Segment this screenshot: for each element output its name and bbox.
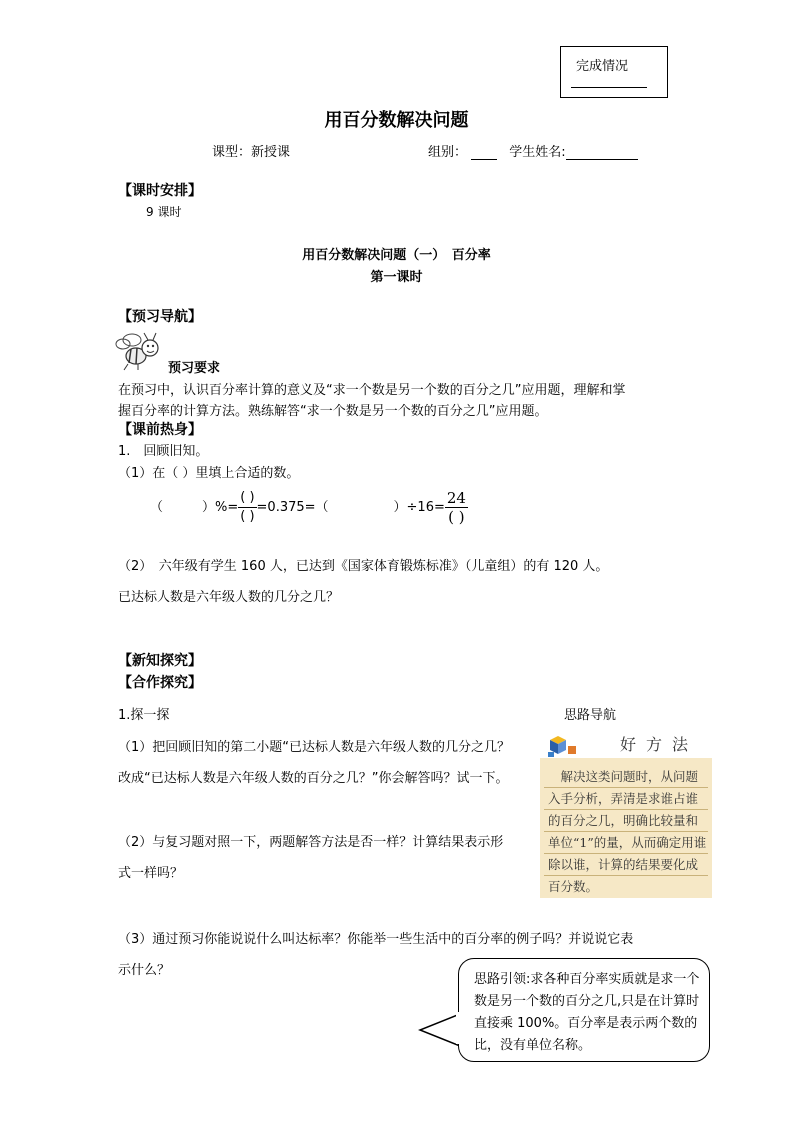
warmup-heading: 【课前热身】	[118, 422, 202, 438]
preview-req-line-2: 握百分率的计算方法。熟练解答“求一个数是另一个数的百分之几”应用题。	[118, 404, 548, 419]
warmup-item-1: 1. 回顾旧知。	[118, 444, 209, 459]
hint-bubble-text: 思路引领:求各种百分率实质就是求一个数是另一个数的百分之几,只是在计算时直接乘 100%。百分率是表示两个数的比，没有单位名称。	[474, 972, 700, 1053]
lesson-subtitle: 第一课时	[370, 270, 423, 285]
group-label: 组别：	[428, 145, 468, 160]
question-3-line-2: 示什么？	[118, 963, 171, 978]
page-title: 用百分数解决问题	[324, 110, 469, 131]
hint-bubble	[458, 958, 710, 1062]
completion-label: 完成情况	[576, 59, 629, 74]
schedule-heading: 【课时安排】	[118, 183, 202, 199]
schedule-value: 9 课时	[146, 205, 182, 219]
question-1-line-2: 改成“已达标人数是六年级人数的百分之几？”你会解答吗？试一下。	[118, 771, 509, 786]
completion-blank[interactable]	[571, 87, 647, 88]
group-blank[interactable]	[471, 159, 497, 160]
explore-item-title: 1.探一探	[118, 708, 170, 723]
method-card-header	[540, 730, 712, 758]
bubble-tail-join	[456, 1012, 461, 1044]
warmup-item-1-2b: 已达标人数是六年级人数的几分之几？	[118, 590, 340, 605]
question-1-line-1: （1）把回顾旧知的第二小题“已达标人数是六年级人数的几分之几？	[118, 740, 511, 755]
fraction-1-denominator: ( )	[240, 509, 255, 524]
question-2-line-1: （2）与复习题对照一下，两题解答方法是否一样？计算结果表示形	[118, 835, 504, 850]
completion-box	[560, 46, 668, 98]
method-card-title: 好方法	[620, 735, 699, 754]
bee-icon	[114, 330, 164, 372]
equation-open: （ ）%=	[150, 500, 239, 515]
question-2-line-2: 式一样吗？	[118, 866, 184, 881]
preview-heading: 【预习导航】	[118, 309, 202, 325]
student-label: 学生姓名:	[509, 145, 566, 160]
preview-req-line-1: 在预习中，认识百分率计算的意义及“求一个数是另一个数的百分之几”应用题，理解和掌	[118, 383, 626, 398]
cooperate-heading: 【合作探究】	[118, 675, 202, 691]
cube-icon	[546, 732, 580, 758]
equation-fraction-1	[238, 489, 256, 526]
fraction-1-numerator: ( )	[238, 489, 256, 508]
preview-req-title: 预习要求	[168, 361, 221, 376]
fraction-2-numerator: 24	[446, 489, 466, 507]
course-type: 课型：新授课	[212, 145, 291, 160]
warmup-item-1-2: （2） 六年级有学生 160 人，已达到《国家体育锻炼标准》（儿童组）的有 120 人。	[118, 559, 609, 574]
fraction-2-denominator: ( )	[448, 508, 465, 526]
sidebar-heading: 思路导航	[564, 708, 617, 723]
method-card-text: 解决这类问题时，从问题入手分析，弄清是求谁占谁的百分之几，明确比较量和单位“1”的量，从而确定用谁除以谁，计算的结果要化成百分数。	[548, 769, 707, 894]
question-3-line-1: （3）通过预习你能说说什么叫达标率？你能举一些生活中的百分率的例子吗？并说说它表	[118, 932, 634, 947]
lesson-title: 用百分数解决问题（一） 百分率	[302, 248, 491, 263]
group-field	[428, 141, 638, 160]
explore-heading: 【新知探究】	[118, 653, 202, 669]
equation-middle: =0.375=（ ）÷16=	[256, 500, 445, 515]
student-name-blank[interactable]	[566, 159, 638, 160]
warmup-item-1-1: （1）在（ ）里填上合适的数。	[118, 466, 300, 481]
method-card	[540, 730, 712, 898]
fill-in-equation[interactable]	[150, 488, 468, 532]
equation-fraction-2	[445, 489, 468, 526]
